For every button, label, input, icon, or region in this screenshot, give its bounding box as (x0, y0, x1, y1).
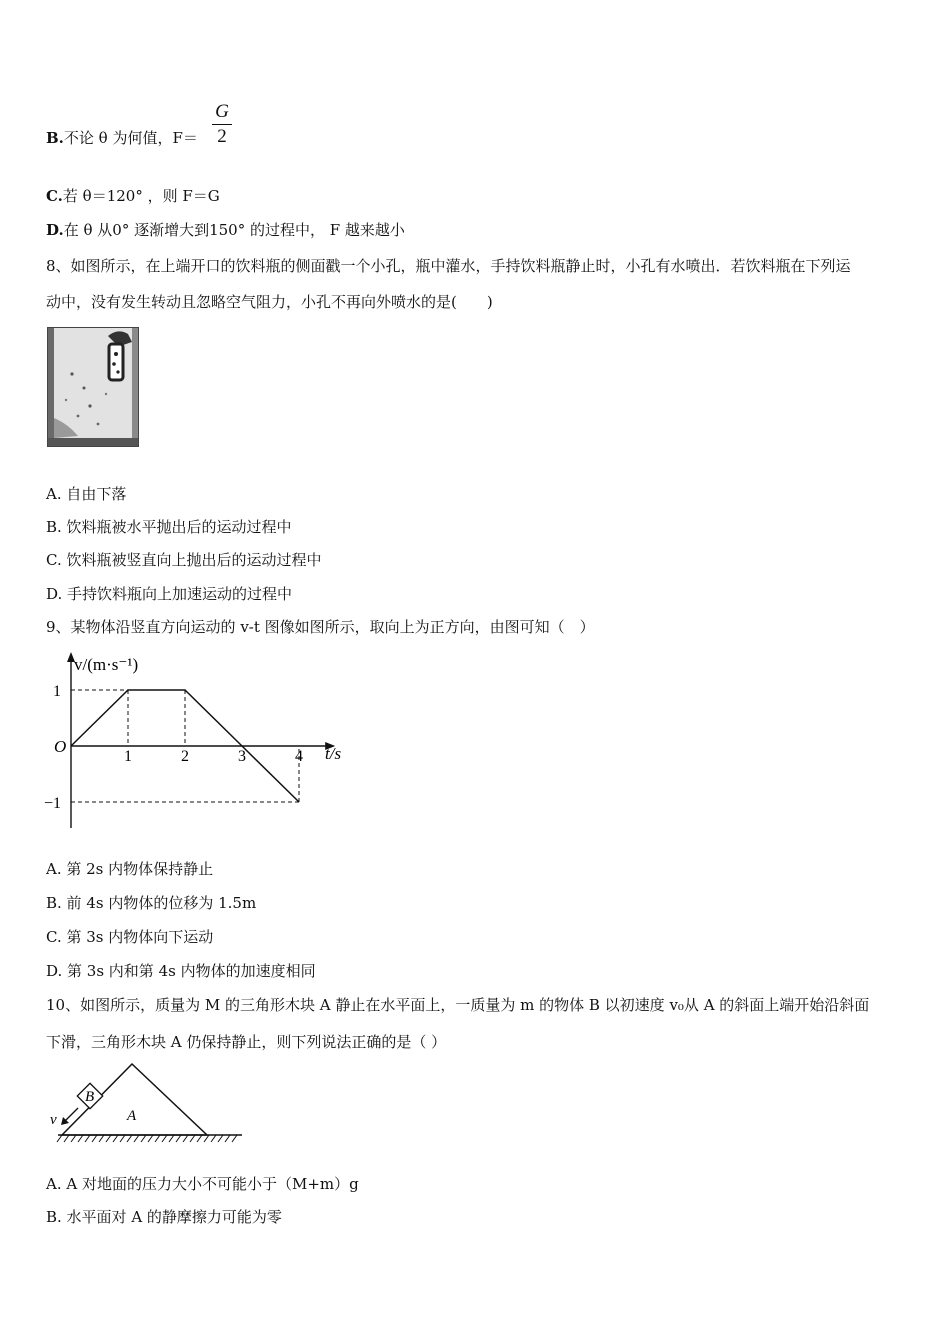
chart-ylabel: v/(m·s⁻¹) (74, 655, 139, 674)
q7-option-d-prefix: D. (46, 221, 64, 239)
incline-diagram (44, 1060, 244, 1150)
q10-stem-line1: 10、如图所示，质量为 M 的三角形木块 A 静止在水平面上，一质量为 m 的物体 B 以初速度 v₀从 A 的斜面上端开始沿斜面 (46, 996, 870, 1014)
block-b-label: B (85, 1089, 95, 1105)
q7-option-b-prefix: B. (46, 129, 64, 147)
velocity-label: v (50, 1112, 57, 1128)
q8-option-a: A. 自由下落 (46, 485, 127, 503)
q9-option-d: D. 第 3s 内和第 4s 内物体的加速度相同 (46, 962, 316, 980)
q8-option-c: C. 饮料瓶被竖直向上抛出后的运动过程中 (46, 551, 322, 569)
q8-option-d: D. 手持饮料瓶向上加速运动的过程中 (46, 585, 293, 603)
q7-option-c (46, 186, 220, 206)
chart-xlabel: t/s (325, 744, 342, 763)
q7-option-b-text: 不论 θ 为何值，F＝ (63, 129, 198, 147)
q7-option-d (46, 220, 405, 240)
chart-x-tick-label: 1 (124, 748, 132, 765)
q8-option-b: B. 饮料瓶被水平抛出后的运动过程中 (46, 518, 292, 536)
q10-stem-line2: 下滑，三角形木块 A 仍保持静止，则下列说法正确的是（ ） (46, 1033, 447, 1051)
chart-origin-label: O (54, 737, 67, 756)
fraction-numerator: G (215, 101, 229, 122)
q9-option-b: B. 前 4s 内物体的位移为 1.5m (46, 894, 257, 912)
q7-option-c-text: 若 θ＝120° ，则 F＝G (62, 187, 220, 205)
chart-x-tick-label: 4 (295, 748, 303, 765)
vt-chart (40, 648, 360, 828)
q7-option-d-text: 在 θ 从0° 逐渐增大到150° 的过程中， F 越来越小 (63, 221, 405, 239)
q8-stem-line2: 动中，没有发生转动且忽略空气阻力，小孔不再向外喷水的是( ) (46, 293, 493, 311)
bottle-photo-image (48, 328, 138, 446)
chart-y-tick-label: −1 (43, 795, 61, 812)
chart-x-tick-label: 3 (238, 748, 246, 765)
q9-stem: 9、某物体沿竖直方向运动的 v-t 图像如图所示，取向上为正方向，由图可知（ ） (46, 618, 595, 636)
q10-option-a: A. A 对地面的压力大小不可能小于（M+m）g (46, 1175, 359, 1193)
q8-stem-line1: 8、如图所示，在上端开口的饮料瓶的侧面戳一个小孔，瓶中灌水，手持饮料瓶静止时，小孔有水喷出．若饮料瓶在下列运 (46, 257, 851, 275)
ground-hatching (57, 1135, 237, 1142)
fraction-bar (212, 124, 232, 125)
q7-option-b (46, 128, 198, 148)
bottle-photo (47, 327, 139, 447)
chart-y-tick-label: 1 (53, 683, 61, 700)
block-a-label: A (127, 1108, 137, 1124)
q9-option-a: A. 第 2s 内物体保持静止 (46, 860, 214, 878)
chart-x-tick-label: 2 (181, 748, 189, 765)
q10-option-b: B. 水平面对 A 的静摩擦力可能为零 (46, 1208, 282, 1226)
g-over-2-fraction (212, 101, 232, 148)
fraction-denominator: 2 (217, 126, 227, 147)
q9-option-c: C. 第 3s 内物体向下运动 (46, 928, 214, 946)
q7-option-c-prefix: C. (46, 187, 63, 205)
